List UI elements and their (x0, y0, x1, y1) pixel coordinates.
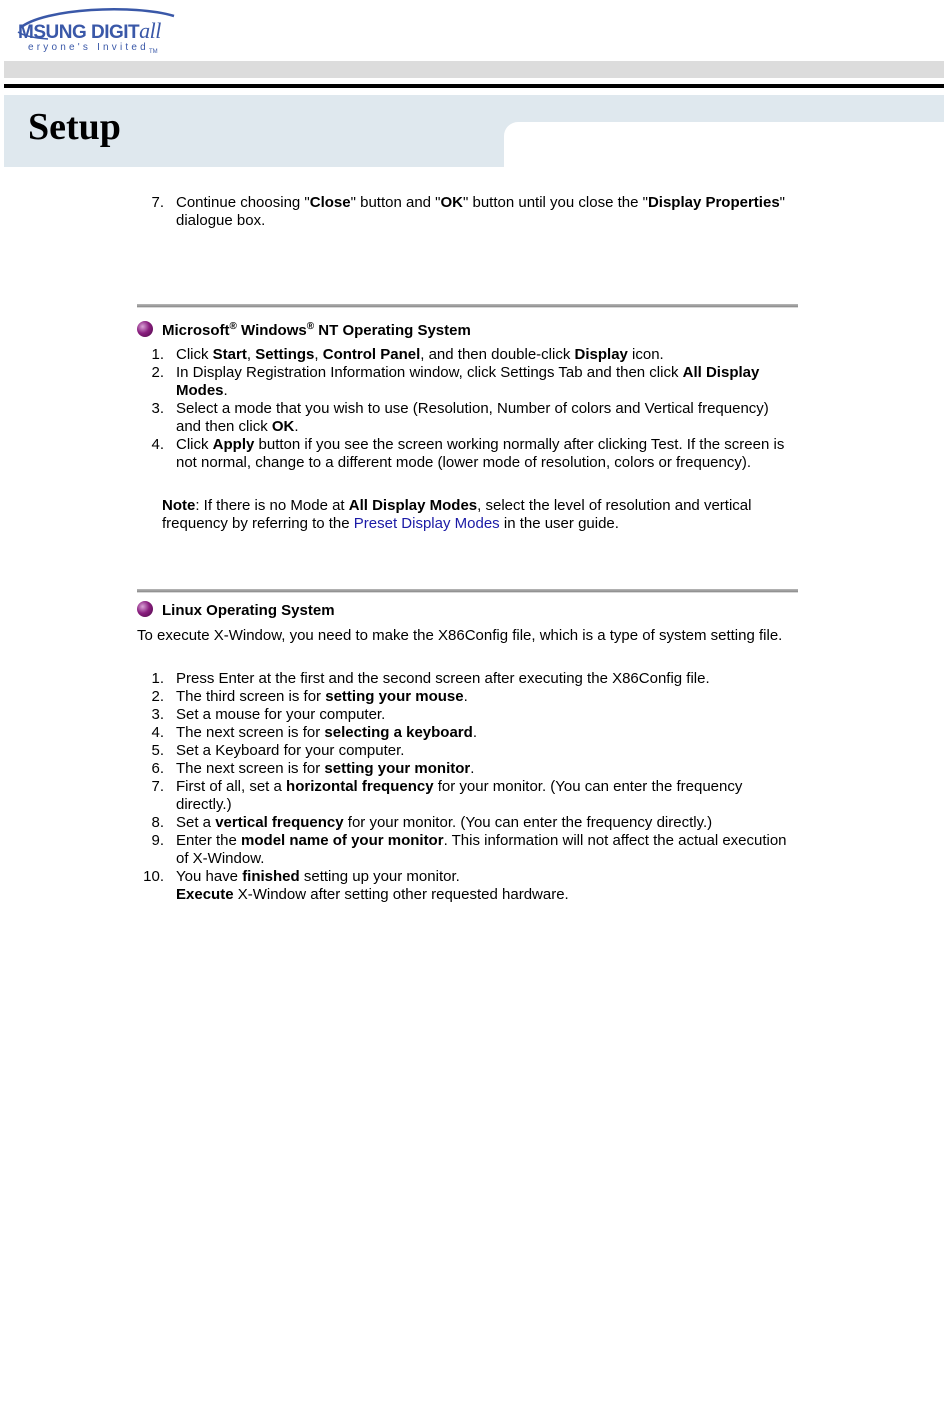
windows-nt-steps (0, 346, 796, 472)
list-number: 7. (151, 194, 164, 211)
list-number: 4. (151, 436, 164, 453)
list-number: 2. (151, 364, 164, 381)
section-heading-windows-nt: Microsoft® Windows® NT Operating System (137, 318, 471, 340)
list-item: 7. Continue choosing "Close" button and "OK" button until you close the "Display Properties" dialogue box. (0, 194, 796, 230)
linux-steps (0, 670, 796, 904)
list-number: 5. (151, 742, 164, 759)
list-item: 3. Select a mode that you wish to use (Resolution, Number of colors and Vertical frequency) and then click OK. (0, 400, 796, 436)
preset-display-modes-link[interactable]: Preset Display Modes (353, 515, 500, 532)
list-item: 4. The next screen is for selecting a keyboard. (0, 724, 796, 742)
list-number: 3. (151, 400, 164, 417)
list-item: 8. Set a vertical frequency for your monitor. (You can enter the frequency directly.) (0, 814, 796, 832)
list-item: 9. Enter the model name of your monitor. This information will not affect the actual execution of X-Window. (0, 832, 796, 868)
list-item: 1. Click Start, Settings, Control Panel, and then double-click Display icon. (0, 346, 796, 364)
list-number: 6. (151, 760, 164, 777)
title-band (4, 95, 944, 167)
logo-tagline: eryone's Invited$_{TM}$ (28, 42, 158, 55)
list-number: 3. (151, 706, 164, 723)
list-number: 7. (151, 778, 164, 795)
title-band-notch (504, 122, 944, 167)
list-number: 2. (151, 688, 164, 705)
section-divider (137, 589, 798, 593)
note-paragraph: Note: If there is no Mode at All Display Modes, select the level of resolution and vertical frequency by referring to the Preset Display Modes in the user guide. (162, 497, 752, 532)
list-item: 2. In Display Registration Information window, click Settings Tab and then click All Display Modes. (0, 364, 796, 400)
list-item: 4. Click Apply button if you see the screen working normally after clicking Test. If the screen is not normal, change to a different mode (lower mode of resolution, colors or frequency). (0, 436, 796, 472)
list-number: 4. (151, 724, 164, 741)
list-number: 8. (151, 814, 164, 831)
header-grey-bar (4, 61, 944, 78)
section-divider (137, 304, 798, 308)
section-heading-linux: Linux Operating System (137, 601, 335, 620)
bullet-icon (137, 601, 153, 617)
list-item: 1. Press Enter at the first and the second screen after executing the X86Config file. (0, 670, 796, 688)
bullet-icon (137, 321, 153, 337)
page-title: Setup (28, 106, 121, 148)
list-item: 7. First of all, set a horizontal frequency for your monitor. (You can enter the frequency directly.) (0, 778, 796, 814)
list-item: 5. Set a Keyboard for your computer. (0, 742, 796, 760)
header-divider (4, 84, 944, 88)
list-item: 10. You have finished setting up your monitor. Execute X-Window after setting other requested hardware. (0, 868, 796, 904)
note-label: Note (162, 497, 196, 514)
list-number: 10. (143, 868, 164, 885)
continued-step-list (0, 194, 796, 230)
list-number: 1. (151, 670, 164, 687)
list-item: 2. The third screen is for setting your mouse. (0, 688, 796, 706)
linux-intro: To execute X-Window, you need to make the X86Config file, which is a type of system setting file. (137, 627, 783, 644)
logo-brand: MSUNG DIGITall (18, 18, 161, 43)
list-number: 9. (151, 832, 164, 849)
list-item: 3. Set a mouse for your computer. (0, 706, 796, 724)
list-item: 6. The next screen is for setting your monitor. (0, 760, 796, 778)
samsung-logo (14, 6, 184, 56)
list-number: 1. (151, 346, 164, 363)
